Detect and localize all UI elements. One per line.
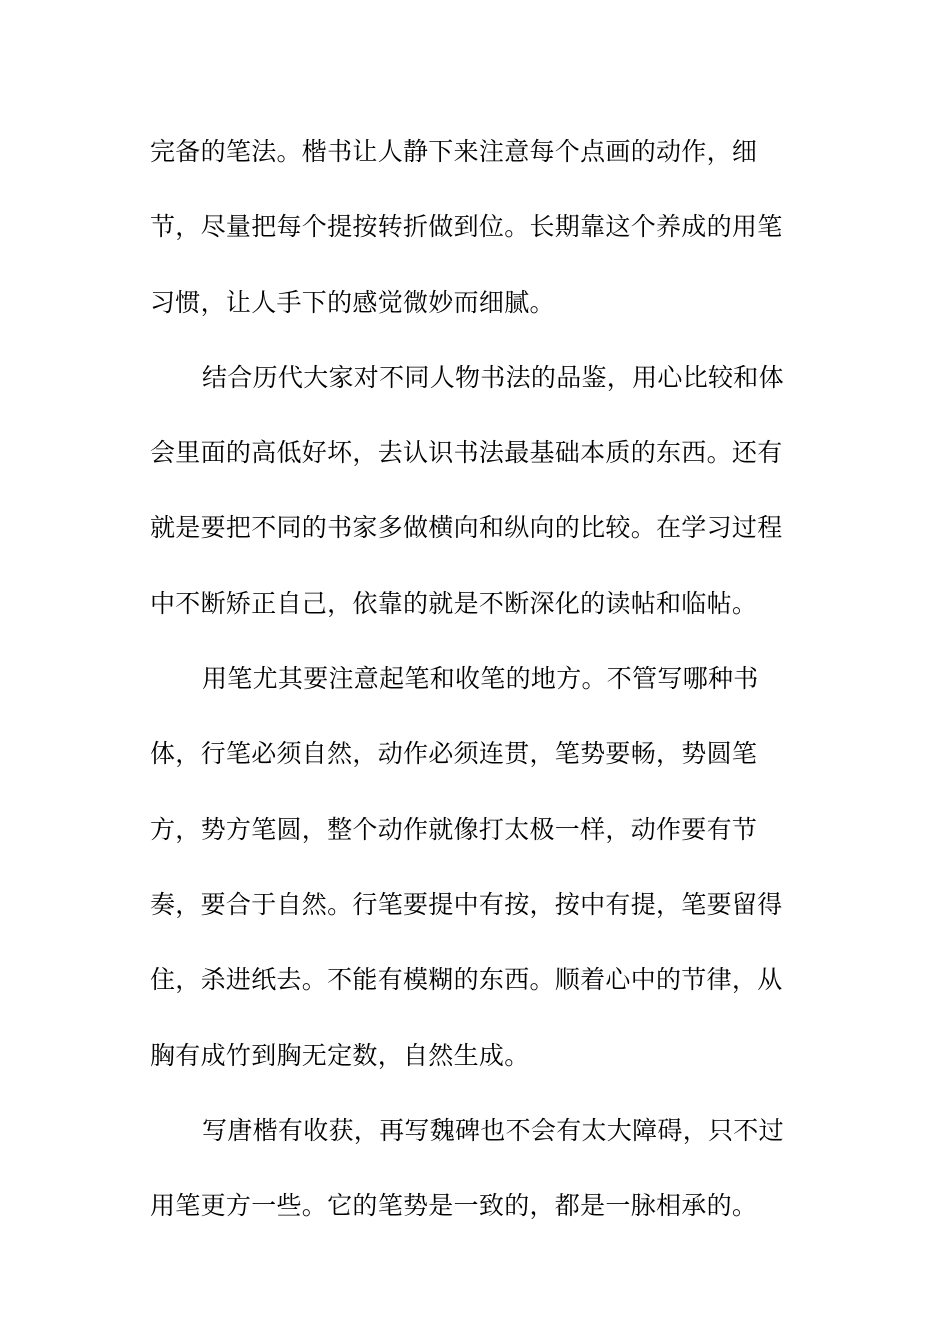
paragraph-start-line: 写唐楷有收获，再写魏碑也不会有太大障碍，只不过: [202, 1115, 784, 1145]
text-line: 用笔更方一些。它的笔势是一致的，都是一脉相承的。: [150, 1191, 758, 1221]
text-line: 就是要把不同的书家多做横向和纵向的比较。在学习过程: [150, 513, 783, 543]
text-line: 节，尽量把每个提按转折做到位。长期靠这个养成的用笔: [150, 212, 783, 242]
paragraph-start-line: 结合历代大家对不同人物书法的品鉴，用心比较和体: [202, 362, 784, 392]
text-line: 会里面的高低好坏，去认识书法最基础本质的东西。还有: [150, 438, 783, 468]
text-line: 完备的笔法。楷书让人静下来注意每个点画的动作，细: [150, 137, 758, 166]
text-line: 体，行笔必须自然，动作必须连贯，笔势要畅，势圆笔: [150, 739, 758, 769]
text-line: 习惯，让人手下的感觉微妙而细腻。: [150, 287, 555, 317]
text-line: 住，杀进纸去。不能有模糊的东西。顺着心中的节律，从: [150, 965, 783, 995]
text-line: 中不断矫正自己，依靠的就是不断深化的读帖和临帖。: [150, 588, 758, 618]
text-line: 奏，要合于自然。行笔要提中有按，按中有提，笔要留得: [150, 889, 783, 919]
text-line: 胸有成竹到胸无定数，自然生成。: [150, 1040, 530, 1070]
paragraph-start-line: 用笔尤其要注意起笔和收笔的地方。不管写哪种书: [202, 664, 759, 694]
text-line: 方，势方笔圆，整个动作就像打太极一样，动作要有节: [150, 814, 758, 844]
body-text: [150, 132, 800, 1261]
